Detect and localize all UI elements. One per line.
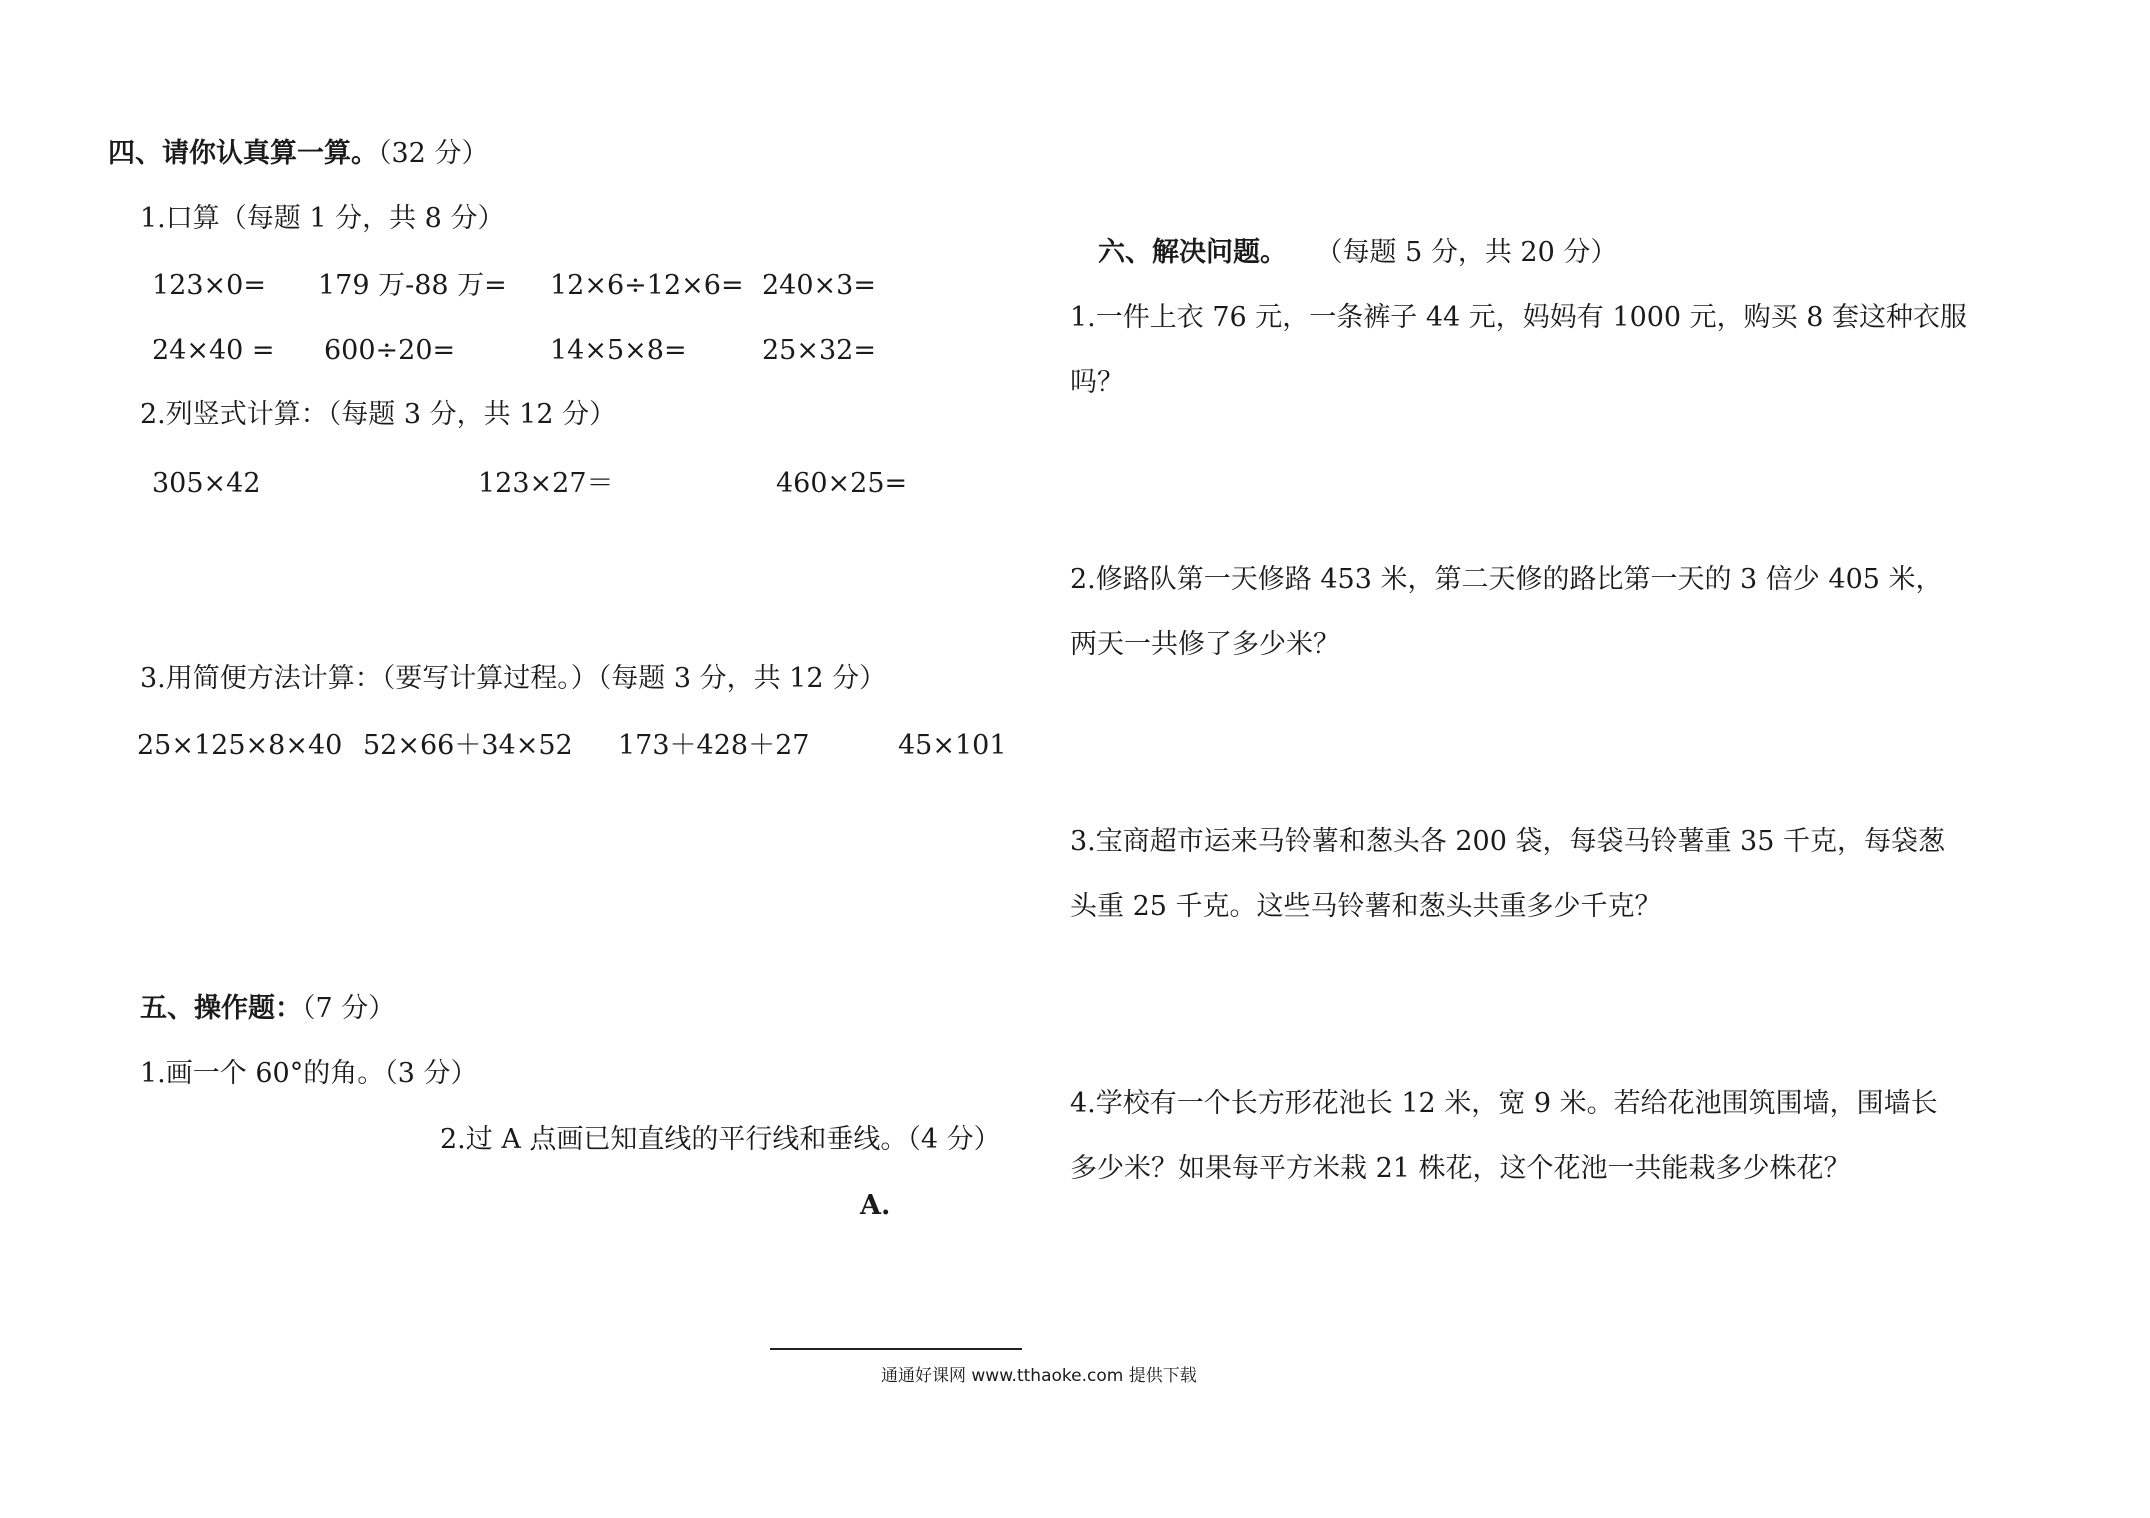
problem-1-line-1: 1.一件上衣 76 元，一条裤子 44 元，妈妈有 1000 元，购买 8 套这种衣服	[1070, 302, 1968, 333]
oral-calc-item: 600÷20=	[324, 335, 456, 366]
problem-4-line-2: 多少米？如果每平方米栽 21 株花，这个花池一共能栽多少株花？	[1070, 1153, 1851, 1184]
simplify-calc-heading: 3.用简便方法计算：（要写计算过程。）（每题 3 分，共 12 分）	[140, 663, 887, 694]
parallel-perpendicular-question: 2.过 A 点画已知直线的平行线和垂线。（4 分）	[440, 1124, 1001, 1155]
section-5-title	[140, 995, 395, 1022]
oral-calc-item: 240×3=	[762, 270, 876, 301]
section-5-title-text: 五、操作题：	[140, 993, 302, 1024]
section-6-score: （每题 5 分，共 20 分）	[1329, 237, 1618, 268]
footer-text: 通通好课网 www.tthaoke.com 提供下载	[881, 1366, 1197, 1386]
draw-angle-question: 1.画一个 60°的角。（3 分）	[140, 1058, 478, 1089]
problem-4-line-1: 4.学校有一个长方形花池长 12 米，宽 9 米。若给花池围筑围墙，围墙长	[1070, 1088, 1938, 1119]
section-4-title	[108, 140, 488, 167]
section-6-title	[1098, 239, 1617, 266]
point-a-label: A.	[860, 1190, 891, 1221]
vertical-calc-heading: 2.列竖式计算：（每题 3 分，共 12 分）	[140, 399, 617, 430]
simplify-calc-item: 173＋428＋27	[618, 730, 810, 761]
vertical-calc-item: 123×27＝	[478, 468, 614, 499]
simplify-calc-item: 45×101	[898, 730, 1007, 761]
section-5-score: （7 分）	[302, 993, 396, 1024]
oral-calc-item: 12×6÷12×6=	[550, 270, 744, 301]
section-4-title-text: 四、请你认真算一算。	[108, 138, 378, 169]
oral-calc-item: 179 万-88 万=	[318, 270, 507, 301]
section-6-title-text: 六、解决问题。	[1098, 237, 1287, 268]
vertical-calc-item: 305×42	[152, 468, 261, 499]
problem-1-line-2: 吗？	[1070, 367, 1124, 398]
oral-calc-item: 14×5×8=	[550, 335, 687, 366]
oral-calc-item: 123×0=	[152, 270, 266, 301]
problem-2-line-1: 2.修路队第一天修路 453 米，第二天修的路比第一天的 3 倍少 405 米，	[1070, 564, 1943, 595]
vertical-calc-item: 460×25=	[776, 468, 908, 499]
problem-3-line-1: 3.宝商超市运来马铃薯和葱头各 200 袋，每袋马铃薯重 35 千克，每袋葱	[1070, 826, 1945, 857]
problem-2-line-2: 两天一共修了多少米？	[1070, 629, 1340, 660]
oral-calc-item: 25×32=	[762, 335, 876, 366]
simplify-calc-item: 25×125×8×40	[137, 730, 343, 761]
section-4-score: （32 分）	[378, 138, 489, 169]
footer-divider	[770, 1348, 1022, 1350]
oral-calc-heading: 1.口算（每题 1 分，共 8 分）	[140, 203, 505, 234]
simplify-calc-item: 52×66＋34×52	[363, 730, 573, 761]
oral-calc-item: 24×40 =	[152, 335, 275, 366]
problem-3-line-2: 头重 25 千克。这些马铃薯和葱头共重多少千克？	[1070, 891, 1662, 922]
